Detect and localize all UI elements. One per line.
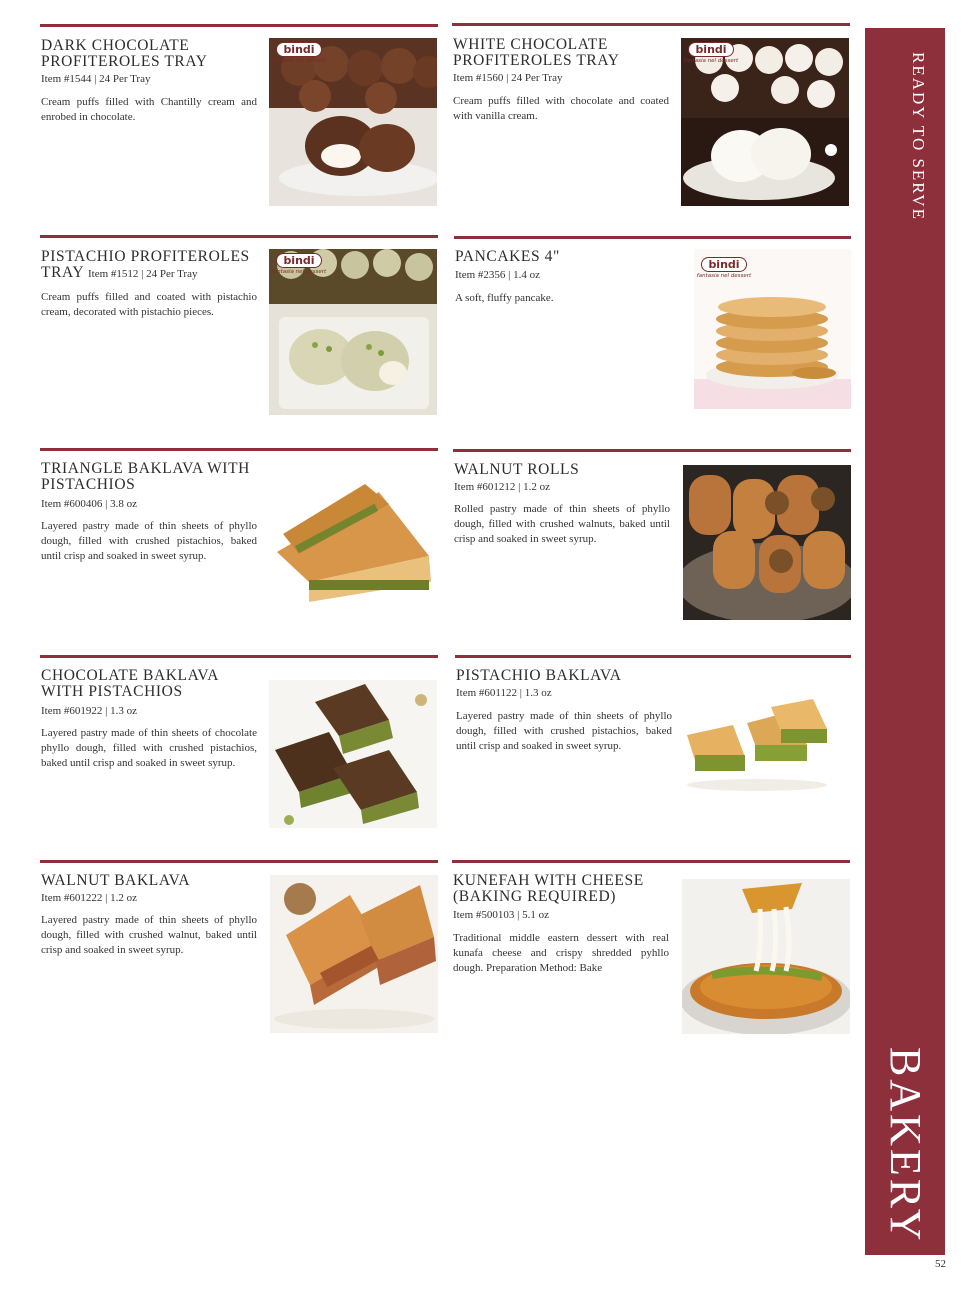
product-meta: Item #601922 | 1.3 oz	[41, 705, 137, 717]
section-rule	[40, 860, 438, 863]
page-number: 52	[935, 1258, 946, 1270]
product-description: Traditional middle eastern dessert with real kunafa cheese and crispy shredded pyhllo dough. Preparation Method: Bake	[453, 932, 669, 974]
product-photo	[682, 879, 850, 1034]
bindi-logo: bindi fantasia nel dessert	[271, 254, 327, 275]
product-description: A soft, fluffy pancake.	[455, 292, 554, 304]
product-card-chocolate-baklava	[40, 655, 438, 830]
product-card-walnut-rolls	[453, 449, 851, 621]
bindi-logo: bindi fantasia nel dessert	[271, 43, 327, 64]
product-title: CHOCOLATE BAKLAVA WITH PISTACHIOS	[41, 667, 219, 700]
product-photo	[269, 680, 437, 828]
section-rule	[455, 655, 851, 658]
product-meta: Item #601122 | 1.3 oz	[456, 687, 552, 699]
product-meta: Item #1512 | 24 Per Tray	[88, 268, 198, 280]
product-title: PISTACHIO BAKLAVA	[456, 667, 622, 684]
section-rule	[40, 655, 438, 658]
product-description: Cream puffs filled with chocolate and coated with vanilla cream.	[453, 95, 669, 122]
section-label: READY TO SERVE	[909, 52, 928, 221]
category-title: BAKERY	[881, 1046, 930, 1243]
product-title: WALNUT ROLLS	[454, 461, 580, 478]
product-card-kunefah	[452, 860, 850, 1036]
sidebar-top	[865, 28, 945, 248]
product-title: PISTACHIO PROFITEROLES TRAY	[41, 248, 250, 281]
section-rule	[40, 235, 438, 238]
product-meta: Item #500103 | 5.1 oz	[453, 909, 549, 921]
product-description: Rolled pastry made of thin sheets of phyllo dough, filled with crushed walnuts, baked until crisp and soaked in sweet syrup.	[454, 503, 670, 545]
product-description: Layered pastry made of thin sheets of phyllo dough, filled with crushed walnut, baked until crisp and soaked in sweet syrup.	[41, 914, 257, 956]
product-title: PANCAKES 4"	[455, 248, 560, 265]
product-meta: Item #601212 | 1.2 oz	[454, 481, 550, 493]
product-photo	[269, 464, 437, 614]
product-card-white-chocolate-profiteroles	[452, 23, 850, 207]
section-rule	[40, 448, 438, 451]
product-description: Layered pastry made of thin sheets of phyllo dough, filled with crushed pistachios, baked until crisp and soaked in sweet syrup.	[456, 710, 672, 752]
section-rule	[454, 236, 851, 239]
product-description: Cream puffs filled with Chantilly cream and enrobed in chocolate.	[41, 96, 257, 123]
product-title: WALNUT BAKLAVA	[41, 872, 191, 889]
product-photo	[270, 875, 438, 1033]
product-card-dark-chocolate-profiteroles	[40, 24, 438, 208]
product-title: DARK CHOCOLATE PROFITEROLES TRAY	[41, 37, 208, 70]
product-title: WHITE CHOCOLATE PROFITEROLES TRAY	[453, 36, 620, 69]
bindi-logo: bindi fantasia nel dessert	[683, 43, 739, 64]
product-card-pancakes	[454, 236, 851, 420]
product-meta: Item #1544 | 24 Per Tray	[41, 73, 151, 85]
product-description: Layered pastry made of thin sheets of phyllo dough, filled with crushed pistachios, baked until crisp and soaked in sweet syrup.	[41, 520, 257, 562]
section-rule	[452, 860, 850, 863]
product-description: Cream puffs filled and coated with pistachio cream, decorated with pistachio pieces.	[41, 291, 257, 318]
product-meta: Item #600406 | 3.8 oz	[41, 498, 137, 510]
product-card-walnut-baklava	[40, 860, 438, 1036]
section-rule	[40, 24, 438, 27]
section-rule	[453, 449, 851, 452]
product-photo	[683, 695, 831, 795]
product-card-pistachio-baklava	[455, 655, 851, 805]
product-title: KUNEFAH WITH CHEESE (BAKING REQUIRED)	[453, 872, 644, 905]
product-meta: Item #601222 | 1.2 oz	[41, 892, 137, 904]
section-sidebar	[865, 28, 945, 1255]
product-meta: Item #2356 | 1.4 oz	[455, 269, 540, 281]
section-rule	[452, 23, 850, 26]
product-card-pistachio-profiteroles	[40, 235, 438, 419]
product-card-triangle-baklava	[40, 448, 438, 618]
bindi-logo: bindi fantasia nel dessert	[696, 258, 752, 279]
product-description: Layered pastry made of thin sheets of chocolate phyllo dough, filled with crushed pistachios, baked until crisp and soaked in sweet syrup.	[41, 727, 257, 769]
product-meta: Item #1560 | 24 Per Tray	[453, 72, 563, 84]
product-title: TRIANGLE BAKLAVA WITH PISTACHIOS	[41, 460, 250, 493]
product-photo	[683, 465, 851, 620]
